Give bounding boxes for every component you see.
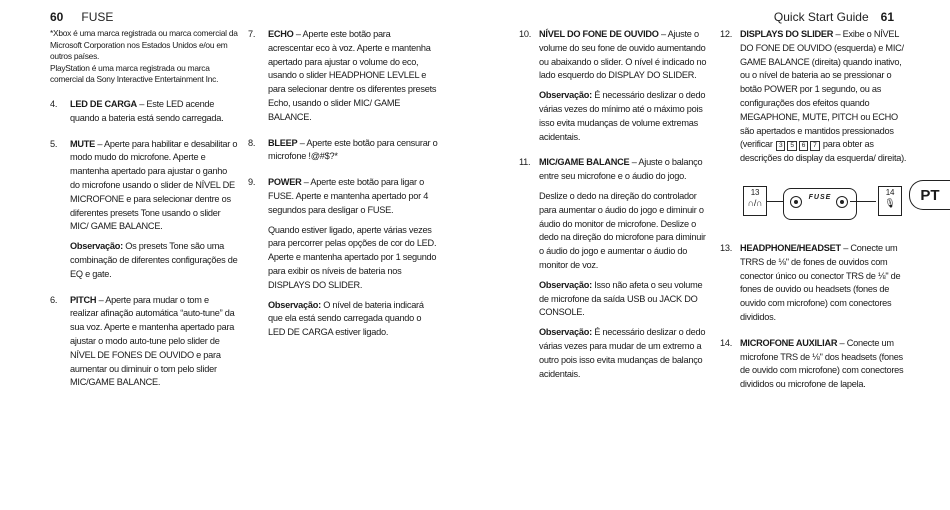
item-number: 12. [720, 29, 733, 39]
list-item-5 [50, 138, 238, 288]
column-2 [248, 28, 438, 352]
note-label: Observação: [539, 90, 592, 101]
trademark-note-xbox: *Xbox é uma marca registrada ou marca comercial da Microsoft Corporation nos Estados Unidos e/ou em outros países. [50, 28, 238, 62]
note-label: Observação: [539, 279, 592, 290]
item-number: 4. [50, 98, 58, 109]
callout-13 [743, 186, 767, 216]
item-text: – Aperte para habilitar e desabilitar o modo mudo do microfone. Aperte e mantenha apertado para ajustar o ganho do microfone usando o slider de NÍVEL DE MICROFONE e para selecionar dentre os diferentes presets Tone usando o slider MIC/ GAME BALANCE. [70, 138, 238, 232]
column-4 [720, 28, 910, 404]
item-number: 8. [248, 137, 256, 148]
header-title-right: Quick Start Guide [773, 10, 869, 24]
list-item-13 [720, 242, 910, 331]
right-page [475, 0, 950, 510]
item-term: LED DE CARGA [70, 98, 137, 109]
item-term: HEADPHONE/HEADSET [740, 242, 841, 253]
item-text: – Conecte um TRRS de ⅛" de fones de ouvidos com conector único ou conector TRS de ⅛" de fones de ouvido ou headsets (fones de ouvido com microfone) com conectores divididos. [740, 242, 901, 322]
note-text: É necessário deslizar o dedo várias vezes para mudar de um extremo a outro pois isso evita mudanças de balanço acidentais. [539, 327, 706, 379]
note-label: Observação: [70, 241, 123, 252]
item-term: DISPLAYS DO SLIDER [740, 29, 834, 39]
list-item-4 [50, 98, 238, 132]
item-number: 14. [720, 337, 733, 348]
note-label: Observação: [268, 299, 321, 310]
item-text: – Conecte um microfone TRS de ⅛" dos headsets (fones de ouvido com microfone) com conectores divididos ou microfone de lapela. [740, 337, 904, 390]
note-text: É necessário deslizar o dedo várias vezes do mínimo até o máximo pois isso evita mudanças de volume extremas acidentais. [539, 90, 706, 142]
left-header [50, 10, 113, 24]
list-item-7 [248, 28, 438, 131]
note-label: Observação: [539, 327, 592, 338]
header-title-left: FUSE [81, 10, 114, 24]
item-text: – Exibe o NÍVEL DO FONE DE OUVIDO (esquerda) e MIC/ GAME BALANCE (direita) quando inativo, ou o nível de bateria ao se pressionar o botão POWER por 1 segundo, ou as configurações dos efeitos quando MEGAPHONE, MUTE, PITCH ou ECHO são apertados e mantidos pressionados (verificar [740, 29, 904, 150]
list-item-9 [248, 176, 438, 346]
list-item-11 [519, 156, 707, 387]
page-number-right: 61 [880, 10, 894, 24]
item-number: 11. [519, 157, 531, 168]
microphone-icon: 🎙 [884, 197, 896, 208]
item-number: 6. [50, 294, 58, 305]
list-item-14 [720, 337, 910, 398]
microphone-jack [836, 196, 848, 208]
ref-box: 3 [776, 141, 785, 151]
trademark-notes [50, 28, 238, 86]
note-text: Os presets Tone são uma combinação de diferentes configurações de EQ e gate. [70, 241, 238, 279]
item-text: – Aperte este botão para ligar o FUSE. Aperte e mantenha apertado por 4 segundos para desligar o FUSE. [268, 177, 429, 215]
ref-box: 7 [810, 141, 819, 151]
note-text: O nível de bateria indicará que ela está sendo carregada quando o LED DE CARGA estiver ligado. [268, 299, 424, 338]
device-logo: FUSE [808, 193, 832, 201]
item-text: – Ajuste o balanço entre seu microfone e o áudio do jogo. [539, 157, 703, 182]
column-1 [50, 28, 238, 402]
ref-box: 5 [787, 141, 796, 151]
item-term: MUTE [70, 138, 96, 149]
item-text: – Aperte para mudar o tom e realizar afinação automática “auto-tune” da sua voz. Aperte e mantenha apertado para ajustar o modo auto-tune pelo slider de NÍVEL DE FONES DE OUVIDO e para aumentar ou diminuir o tom pelo slider MIC/GAME BALANCE. [70, 294, 235, 388]
ref-box: 6 [799, 141, 808, 151]
item-paragraph: Quando estiver ligado, aperte várias vezes para percorrer pelas opções de cor do LED. Aperte e mantenha apertado por 1 segundo para exibir os níveis de bateria nos DISPLAYS DO SLIDER. [268, 224, 437, 290]
item-number: 9. [248, 177, 256, 188]
list-item-6 [50, 294, 238, 397]
callout-number: 13 [750, 187, 760, 197]
list-item-8 [248, 137, 438, 171]
item-term: PITCH [70, 294, 97, 305]
right-header [774, 10, 894, 24]
note-text: Isso não afeta o seu volume de microfone da saída USB ou JACK DO CONSOLE. [539, 279, 703, 318]
item-text-end: para obter as descrições do display da esquerda/ direita). [740, 139, 907, 164]
headphone-jack [790, 196, 802, 208]
callout-line [850, 201, 876, 202]
callout-number: 14 [885, 187, 895, 197]
item-number: 7. [248, 29, 256, 39]
item-text: – Este LED acende quando a bateria está sendo carregada. [70, 98, 224, 123]
item-text: – Ajuste o volume do seu fone de ouvido aumentando ou abaixando o slider. O nível é indicado no lado esquerdo do DISPLAY DO SLIDER. [539, 29, 707, 81]
item-paragraph: Deslize o dedo na direção do controlador para aumentar o áudio do jogo e diminuir o áudio do monitor de microfone. Deslize o dedo na direção do microfone para diminuir o áudio do jogo e aumentar o áudio do monitor de voz. [539, 190, 706, 270]
item-term: BLEEP [268, 137, 298, 148]
column-3 [519, 28, 707, 393]
language-tab: PT [909, 180, 950, 210]
item-number: 10. [519, 29, 532, 39]
list-item-10 [519, 28, 707, 150]
item-text: – Aperte este botão para censurar o microfone !@#$?* [268, 137, 438, 162]
item-term: MIC/GAME BALANCE [539, 157, 630, 168]
list-item-12 [720, 28, 910, 172]
item-term: MICROFONE AUXILIAR [740, 337, 838, 348]
item-number: 13. [720, 242, 733, 253]
trademark-note-playstation: PlayStation é uma marca registrada ou marca comercial da Sony Interactive Entertainment Inc. [50, 62, 219, 85]
device-figure [738, 182, 913, 224]
callout-14 [878, 186, 902, 216]
item-term: ECHO [268, 29, 294, 39]
item-term: POWER [268, 177, 302, 188]
item-text: – Aperte este botão para acrescentar eco à voz. Aperte e mantenha apertado para ajustar o volume do eco, usando o slider HEADPHONE LEVLEL e para selecionar dentre os diferentes presets Echo, usando o slider MIC/ GAME BALANCE. [268, 29, 437, 122]
item-term: NÍVEL DO FONE DE OUVIDO [539, 29, 659, 39]
item-number: 5. [50, 138, 58, 149]
headphone-icon: ∩/∩ [747, 197, 763, 208]
page-number-left: 60 [50, 10, 64, 24]
